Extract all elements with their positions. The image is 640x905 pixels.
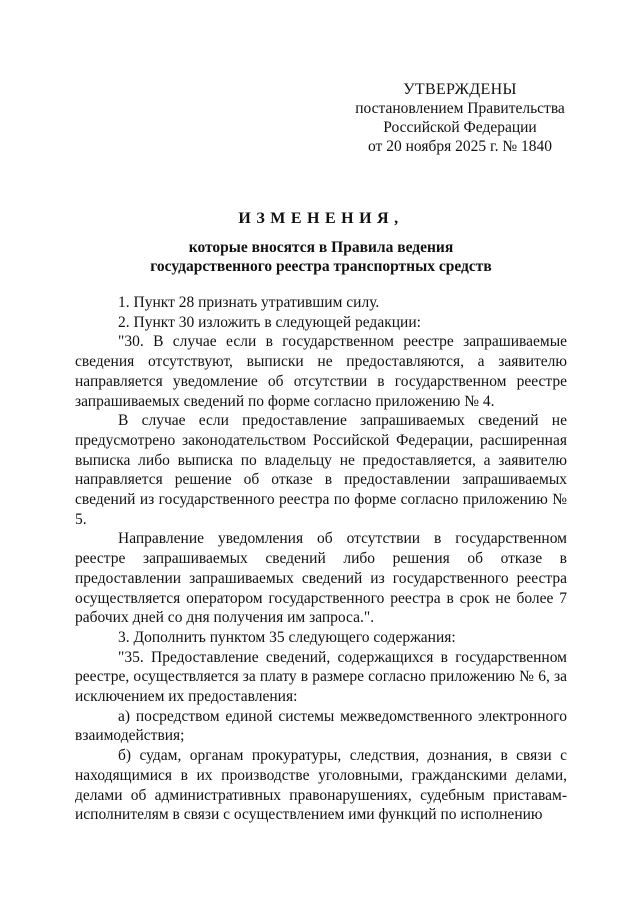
approval-block <box>330 80 590 156</box>
document-heading <box>75 209 567 276</box>
approval-date-line: от 20 ноября 2025 г. № 1840 <box>368 138 552 155</box>
paragraph-subitem-b: б) судам, органам прокуратуры, следствия, дознания, в связи с находящимися в их производстве уголовными, гражданскими делами, делами об административных правонарушениях, судебным приставам-исполнителям в связи с осуществлением ими функций по исполнению <box>75 747 567 824</box>
paragraph-point-30: "30. В случае если в государственном реестре запрашиваемые сведения отсутствуют, выписки не предоставляются, а заявителю направляется уведомление об отсутствии в государственном реестре запрашиваемых сведений по форме согласно приложению № 4. <box>75 333 567 410</box>
paragraph-point-35: "35. Предоставление сведений, содержащихся в государственном реестре, осуществляется за плату в размере согласно приложению № 6, за исключением их предоставления: <box>75 648 567 706</box>
document-title: ИЗМЕНЕНИЯ, <box>238 210 404 227</box>
approval-line: Российской Федерации <box>383 119 537 136</box>
paragraph-point-30-part-2: В случае если предоставление запрашиваемых сведений не предусмотрено законодательством Российской Федерации, расширенная выписка либо выписка по владельцу не предоставляется, а заявителю направляется решение об отказе в предоставлении запрашиваемых сведений из государственного реестра по форме согласно приложению № 5. <box>75 412 567 528</box>
approval-stamp: УТВЕРЖДЕНЫ <box>403 81 517 98</box>
paragraph-point-30-part-3: Направление уведомления об отсутствии в государственном реестре запрашиваемых сведений либо решения об отказе в предоставлении запрашиваемых сведений из государственного реестра осуществляется оператором государственного реестра в срок не более 7 рабочих дней со дня получения им запроса.". <box>75 530 567 627</box>
document-subtitle-line: которые вносятся в Правила ведения <box>188 239 454 256</box>
paragraph-item-2: 2. Пункт 30 изложить в следующей редакции: <box>118 313 421 331</box>
approval-line: постановлением Правительства <box>355 100 565 117</box>
paragraph-item-1: 1. Пункт 28 признать утратившим силу. <box>118 294 380 311</box>
paragraph-subitem-a: а) посредством единой системы межведомственного электронного взаимодействия; <box>75 707 567 745</box>
document-body <box>75 293 567 825</box>
document-subtitle-line: государственного реестра транспортных средств <box>150 258 492 275</box>
paragraph-item-3: 3. Дополнить пунктом 35 следующего содержания: <box>118 628 456 646</box>
